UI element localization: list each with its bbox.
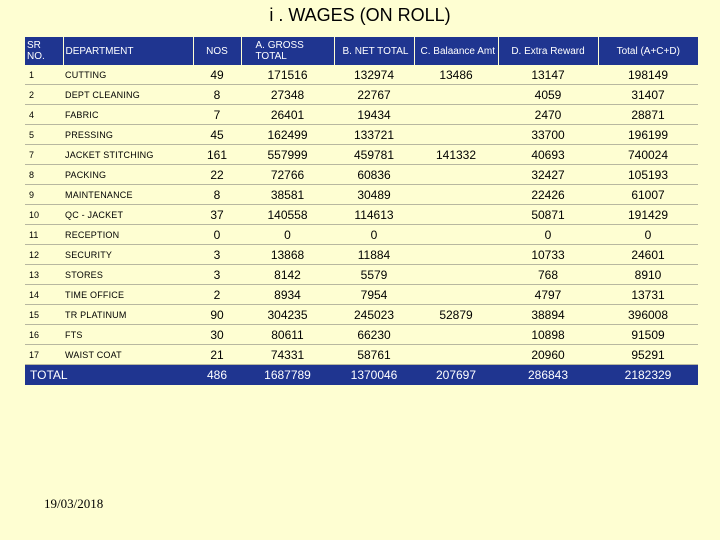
cell-sr: 11: [25, 225, 63, 245]
cell-sr: 14: [25, 285, 63, 305]
cell-net: 0: [334, 225, 414, 245]
cell-extra: 50871: [498, 205, 598, 225]
table-row: [25, 65, 698, 85]
cell-dept: STORES: [63, 265, 193, 285]
cell-balance: [414, 205, 498, 225]
cell-extra: 4797: [498, 285, 598, 305]
cell-nos: 8: [193, 185, 241, 205]
cell-total: 198149: [598, 65, 698, 85]
cell-dept: TIME OFFICE: [63, 285, 193, 305]
total-nos: 486: [193, 365, 241, 386]
cell-gross: 13868: [241, 245, 334, 265]
cell-gross: 8142: [241, 265, 334, 285]
table-row: [25, 145, 698, 165]
cell-total: 196199: [598, 125, 698, 145]
total-balance: 207697: [414, 365, 498, 386]
total-label: TOTAL: [25, 365, 193, 386]
cell-dept: TR PLATINUM: [63, 305, 193, 325]
cell-extra: 38894: [498, 305, 598, 325]
cell-balance: [414, 105, 498, 125]
cell-extra: 0: [498, 225, 598, 245]
table-header-row: [25, 37, 698, 65]
cell-extra: 40693: [498, 145, 598, 165]
cell-net: 60836: [334, 165, 414, 185]
cell-net: 459781: [334, 145, 414, 165]
cell-total: 740024: [598, 145, 698, 165]
cell-net: 5579: [334, 265, 414, 285]
cell-sr: 7: [25, 145, 63, 165]
cell-dept: JACKET STITCHING: [63, 145, 193, 165]
cell-total: 396008: [598, 305, 698, 325]
cell-dept: DEPT CLEANING: [63, 85, 193, 105]
cell-net: 30489: [334, 185, 414, 205]
table-row: [25, 325, 698, 345]
cell-nos: 21: [193, 345, 241, 365]
cell-sr: 10: [25, 205, 63, 225]
cell-sr: 16: [25, 325, 63, 345]
table-row: [25, 245, 698, 265]
cell-extra: 33700: [498, 125, 598, 145]
cell-net: 66230: [334, 325, 414, 345]
cell-net: 22767: [334, 85, 414, 105]
header-net: B. NET TOTAL: [334, 37, 414, 65]
table-row: [25, 345, 698, 365]
header-sr: SR NO.: [25, 37, 63, 65]
cell-dept: WAIST COAT: [63, 345, 193, 365]
table-row: [25, 265, 698, 285]
table-row: [25, 105, 698, 125]
cell-total: 61007: [598, 185, 698, 205]
cell-extra: 10733: [498, 245, 598, 265]
cell-extra: 32427: [498, 165, 598, 185]
total-extra: 286843: [498, 365, 598, 386]
cell-balance: [414, 325, 498, 345]
cell-balance: 52879: [414, 305, 498, 325]
cell-total: 24601: [598, 245, 698, 265]
cell-nos: 90: [193, 305, 241, 325]
cell-balance: [414, 245, 498, 265]
header-extra: D. Extra Reward: [498, 37, 598, 65]
cell-total: 0: [598, 225, 698, 245]
cell-extra: 10898: [498, 325, 598, 345]
cell-dept: MAINTENANCE: [63, 185, 193, 205]
total-net: 1370046: [334, 365, 414, 386]
cell-extra: 2470: [498, 105, 598, 125]
cell-net: 19434: [334, 105, 414, 125]
table-row: [25, 125, 698, 145]
cell-dept: SECURITY: [63, 245, 193, 265]
cell-total: 8910: [598, 265, 698, 285]
cell-balance: [414, 165, 498, 185]
table-row: [25, 165, 698, 185]
cell-gross: 0: [241, 225, 334, 245]
cell-gross: 74331: [241, 345, 334, 365]
cell-dept: PRESSING: [63, 125, 193, 145]
header-total: Total (A+C+D): [598, 37, 698, 65]
cell-gross: 26401: [241, 105, 334, 125]
cell-nos: 2: [193, 285, 241, 305]
cell-extra: 768: [498, 265, 598, 285]
cell-gross: 557999: [241, 145, 334, 165]
table-row: [25, 285, 698, 305]
cell-gross: 27348: [241, 85, 334, 105]
cell-extra: 20960: [498, 345, 598, 365]
table-row: [25, 305, 698, 325]
cell-net: 58761: [334, 345, 414, 365]
cell-net: 7954: [334, 285, 414, 305]
total-total: 2182329: [598, 365, 698, 386]
cell-dept: CUTTING: [63, 65, 193, 85]
cell-gross: 38581: [241, 185, 334, 205]
cell-nos: 3: [193, 265, 241, 285]
cell-total: 95291: [598, 345, 698, 365]
cell-gross: 171516: [241, 65, 334, 85]
cell-dept: FABRIC: [63, 105, 193, 125]
cell-sr: 2: [25, 85, 63, 105]
report-date: 19/03/2018: [44, 496, 104, 511]
cell-nos: 30: [193, 325, 241, 345]
table-row: [25, 205, 698, 225]
cell-nos: 45: [193, 125, 241, 145]
cell-net: 11884: [334, 245, 414, 265]
cell-balance: 141332: [414, 145, 498, 165]
cell-gross: 80611: [241, 325, 334, 345]
cell-gross: 140558: [241, 205, 334, 225]
cell-nos: 49: [193, 65, 241, 85]
table-row: [25, 185, 698, 205]
cell-dept: PACKING: [63, 165, 193, 185]
cell-sr: 12: [25, 245, 63, 265]
cell-nos: 161: [193, 145, 241, 165]
cell-total: 13731: [598, 285, 698, 305]
cell-dept: RECEPTION: [63, 225, 193, 245]
table-row: [25, 85, 698, 105]
cell-nos: 8: [193, 85, 241, 105]
cell-sr: 17: [25, 345, 63, 365]
total-gross: 1687789: [241, 365, 334, 386]
cell-balance: [414, 185, 498, 205]
header-balance: C. Balaance Amt: [414, 37, 498, 65]
cell-sr: 8: [25, 165, 63, 185]
cell-total: 28871: [598, 105, 698, 125]
cell-sr: 4: [25, 105, 63, 125]
cell-sr: 5: [25, 125, 63, 145]
cell-net: 114613: [334, 205, 414, 225]
wages-table: [25, 37, 698, 385]
cell-balance: [414, 85, 498, 105]
cell-net: 245023: [334, 305, 414, 325]
cell-balance: 13486: [414, 65, 498, 85]
cell-gross: 8934: [241, 285, 334, 305]
header-gross: A. GROSS TOTAL: [241, 37, 334, 65]
header-nos: NOS: [193, 37, 241, 65]
cell-extra: 13147: [498, 65, 598, 85]
cell-balance: [414, 285, 498, 305]
cell-total: 105193: [598, 165, 698, 185]
cell-net: 132974: [334, 65, 414, 85]
cell-total: 31407: [598, 85, 698, 105]
cell-sr: 9: [25, 185, 63, 205]
cell-balance: [414, 225, 498, 245]
cell-net: 133721: [334, 125, 414, 145]
cell-balance: [414, 125, 498, 145]
page-title: i . WAGES (ON ROLL): [269, 5, 451, 25]
cell-extra: 22426: [498, 185, 598, 205]
total-row: [25, 365, 698, 386]
cell-gross: 162499: [241, 125, 334, 145]
table-row: [25, 225, 698, 245]
cell-dept: QC - JACKET: [63, 205, 193, 225]
cell-extra: 4059: [498, 85, 598, 105]
cell-total: 91509: [598, 325, 698, 345]
cell-gross: 304235: [241, 305, 334, 325]
cell-sr: 13: [25, 265, 63, 285]
cell-sr: 1: [25, 65, 63, 85]
cell-total: 191429: [598, 205, 698, 225]
cell-nos: 22: [193, 165, 241, 185]
cell-nos: 0: [193, 225, 241, 245]
cell-nos: 37: [193, 205, 241, 225]
cell-balance: [414, 265, 498, 285]
cell-gross: 72766: [241, 165, 334, 185]
cell-nos: 3: [193, 245, 241, 265]
cell-balance: [414, 345, 498, 365]
cell-dept: FTS: [63, 325, 193, 345]
header-department: DEPARTMENT: [63, 37, 193, 65]
cell-nos: 7: [193, 105, 241, 125]
cell-sr: 15: [25, 305, 63, 325]
